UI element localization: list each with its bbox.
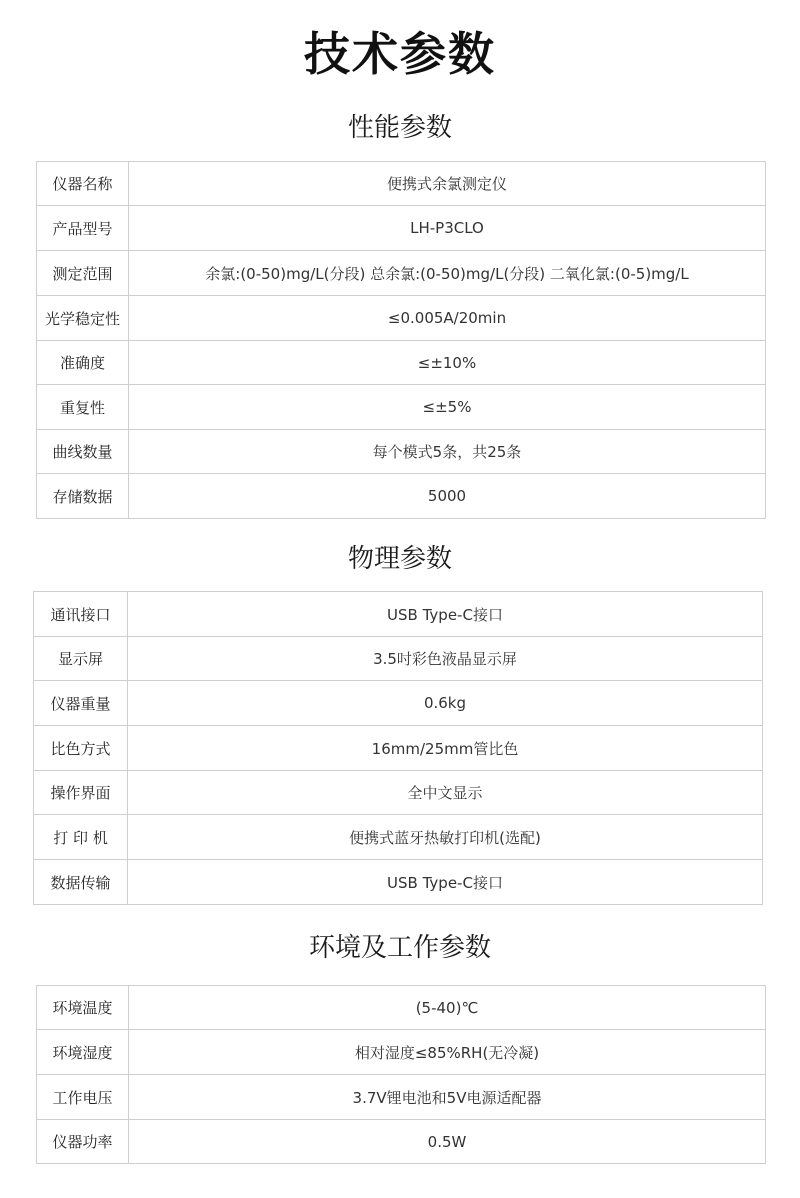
row-value: ≤±10% — [129, 341, 766, 385]
row-label: 测定范围 — [37, 251, 129, 296]
row-value: USB Type-C接口 — [128, 860, 763, 905]
row-value: USB Type-C接口 — [128, 592, 763, 637]
page-title: 技术参数 — [304, 27, 496, 81]
row-value: 3.7V锂电池和5V电源适配器 — [129, 1075, 766, 1120]
row-value: 5000 — [129, 474, 766, 519]
row-value: 0.6kg — [128, 681, 763, 726]
table-row — [37, 430, 766, 474]
row-value: 0.5W — [129, 1120, 766, 1164]
row-value: 3.5吋彩色液晶显示屏 — [128, 637, 763, 681]
row-label: 仪器名称 — [37, 162, 129, 206]
section-title-environment: 环境及工作参数 — [308, 933, 491, 963]
row-label: 打 印 机 — [34, 815, 128, 860]
row-label: 准确度 — [37, 341, 129, 385]
table-row — [34, 681, 763, 726]
row-label: 仪器功率 — [37, 1120, 129, 1164]
table-row — [34, 771, 763, 815]
table-row — [37, 474, 766, 519]
section-title-physical: 物理参数 — [347, 544, 452, 574]
table-row — [37, 251, 766, 296]
row-value: 便携式余氯测定仪 — [129, 162, 766, 206]
row-value: 余氯:(0-50)mg/L(分段) 总余氯:(0-50)mg/L(分段) 二氧化氯:(0-5)mg/L — [129, 251, 766, 296]
row-value: 每个模式5条，共25条 — [129, 430, 766, 474]
section-title-performance: 性能参数 — [347, 113, 452, 143]
row-label: 曲线数量 — [37, 430, 129, 474]
table-row — [34, 860, 763, 905]
table-physical — [33, 591, 763, 905]
table-row — [34, 726, 763, 771]
row-label: 存储数据 — [37, 474, 129, 519]
row-label: 工作电压 — [37, 1075, 129, 1120]
row-value: 便携式蓝牙热敏打印机(选配) — [128, 815, 763, 860]
table-row — [37, 385, 766, 430]
table-row — [37, 1075, 766, 1120]
table-row — [37, 1120, 766, 1164]
table-row — [34, 815, 763, 860]
table-row — [37, 986, 766, 1030]
row-label: 通讯接口 — [34, 592, 128, 637]
row-label: 产品型号 — [37, 206, 129, 251]
row-value: (5-40)℃ — [129, 986, 766, 1030]
table-row — [34, 592, 763, 637]
row-label: 环境湿度 — [37, 1030, 129, 1075]
table-performance — [36, 161, 766, 519]
table-row — [37, 1030, 766, 1075]
row-label: 操作界面 — [34, 771, 128, 815]
row-value: 相对湿度≤85%RH(无冷凝) — [129, 1030, 766, 1075]
row-value: 16mm/25mm管比色 — [128, 726, 763, 771]
row-label: 重复性 — [37, 385, 129, 430]
row-label: 数据传输 — [34, 860, 128, 905]
row-value: ≤±5% — [129, 385, 766, 430]
table-row — [37, 296, 766, 341]
table-row — [34, 637, 763, 681]
table-environment — [36, 985, 766, 1164]
table-row — [37, 206, 766, 251]
row-label: 显示屏 — [34, 637, 128, 681]
row-value: LH-P3CLO — [129, 206, 766, 251]
row-value: ≤0.005A/20min — [129, 296, 766, 341]
row-label: 光学稳定性 — [37, 296, 129, 341]
table-row — [37, 341, 766, 385]
row-label: 仪器重量 — [34, 681, 128, 726]
row-label: 环境温度 — [37, 986, 129, 1030]
table-row — [37, 162, 766, 206]
row-label: 比色方式 — [34, 726, 128, 771]
row-value: 全中文显示 — [128, 771, 763, 815]
